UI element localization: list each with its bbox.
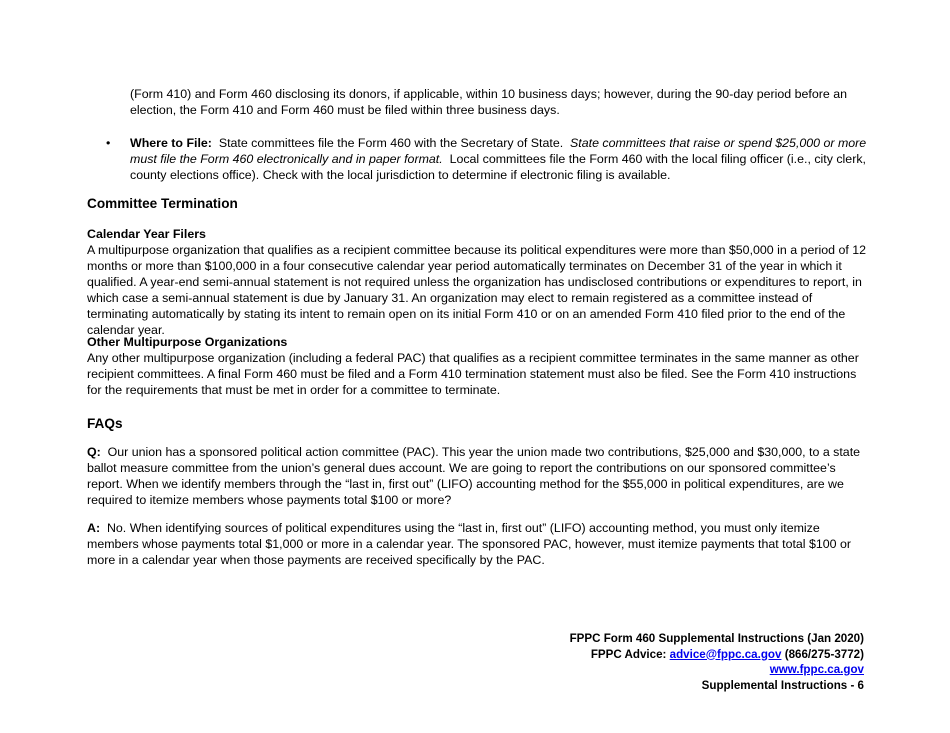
faq-answer-label: A: <box>87 521 101 535</box>
faq-question-text: Our union has a sponsored political action committee (PAC). This year the union made two contributions, $25,000 and $30,000, to a state ballot measure committee from the union’s general dues account. We are going to report the contributions on our sponsored committee’s report. When we identify members through the “last in, first out” (LIFO) accounting method for the $55,000 in political expenditures, are we required to itemize members whose payments total $100 or more? <box>87 445 861 507</box>
where-to-file-bullet <box>106 135 876 183</box>
where-to-file-text-2: Local committees file the Form 460 with the local filing officer (i.e., city clerk, county elections office). Check with the local jurisdiction to determine if electronic filing is available. <box>130 152 866 182</box>
footer-phone: (866/275-3772) <box>784 647 864 661</box>
where-to-file-italic: State committees that raise or spend $25,000 or more must file the Form 460 electronically and in paper format. <box>130 136 867 166</box>
other-multipurpose-text: Any other multipurpose organization (including a federal PAC) that qualifies as a recipient committee terminates in the same manner as other recipient committees. A final Form 460 must be filed and a Form 410 termination statement must also be filed. See the Form 410 instructions for the requirements that must be met in order for a committee to terminate. <box>87 351 859 397</box>
other-multipurpose-heading: Other Multipurpose Organizations <box>87 335 288 349</box>
calendar-year-filers-heading: Calendar Year Filers <box>87 227 206 241</box>
calendar-year-filers-text: A multipurpose organization that qualifies as a recipient committee because its political expenditures were more than $50,000 in a period of 12 months or more than $100,000 in a four consecutive calendar year period automatically terminates on December 31 of the year in which it qualified. A year-end semi-annual statement is not required unless the organization has undisclosed contributions or expenditures to report, in which case a semi-annual statement is due by January 31. An organization may elect to remain registered as a committee instead of terminating automatically by stating its intent to remain open on its initial Form 410 or on an amended Form 410 filed prior to the end of the calendar year. <box>87 243 867 337</box>
advice-email-link[interactable]: advice@fppc.ca.gov <box>669 647 782 661</box>
faq-question-label: Q: <box>87 445 101 459</box>
where-to-file-label: Where to File: <box>130 136 212 150</box>
where-to-file-text-1: State committees file the Form 460 with the Secretary of State. <box>218 136 564 150</box>
footer-page-label: Supplemental Instructions - 6 <box>701 678 864 692</box>
footer-title: FPPC Form 460 Supplemental Instructions (Jan 2020) <box>569 632 864 645</box>
where-to-file-text <box>130 135 876 183</box>
faq-question <box>87 444 867 508</box>
intro-paragraph: (Form 410) and Form 460 disclosing its donors, if applicable, within 10 business days; however, during the 90-day period before an election, the Form 410 and Form 460 must be filed within three business days. <box>130 87 847 117</box>
faq-answer-text: No. When identifying sources of political expenditures using the “last in, first out” (LIFO) accounting method, you must only itemize members whose payments total $1,000 or more in a calendar year. The sponsored PAC, however, must itemize payments that total $100 or more in a calendar year when those payments are received specifically by the PAC. <box>87 521 852 567</box>
faq-answer <box>87 520 867 568</box>
bullet-icon: • <box>106 136 111 150</box>
faqs-heading: FAQs <box>87 416 123 431</box>
page-footer <box>570 631 864 693</box>
footer-advice-line <box>570 647 864 663</box>
footer-advice-label: FPPC Advice: <box>590 647 667 661</box>
website-link[interactable]: www.fppc.ca.gov <box>769 663 864 676</box>
committee-termination-heading: Committee Termination <box>87 196 238 211</box>
